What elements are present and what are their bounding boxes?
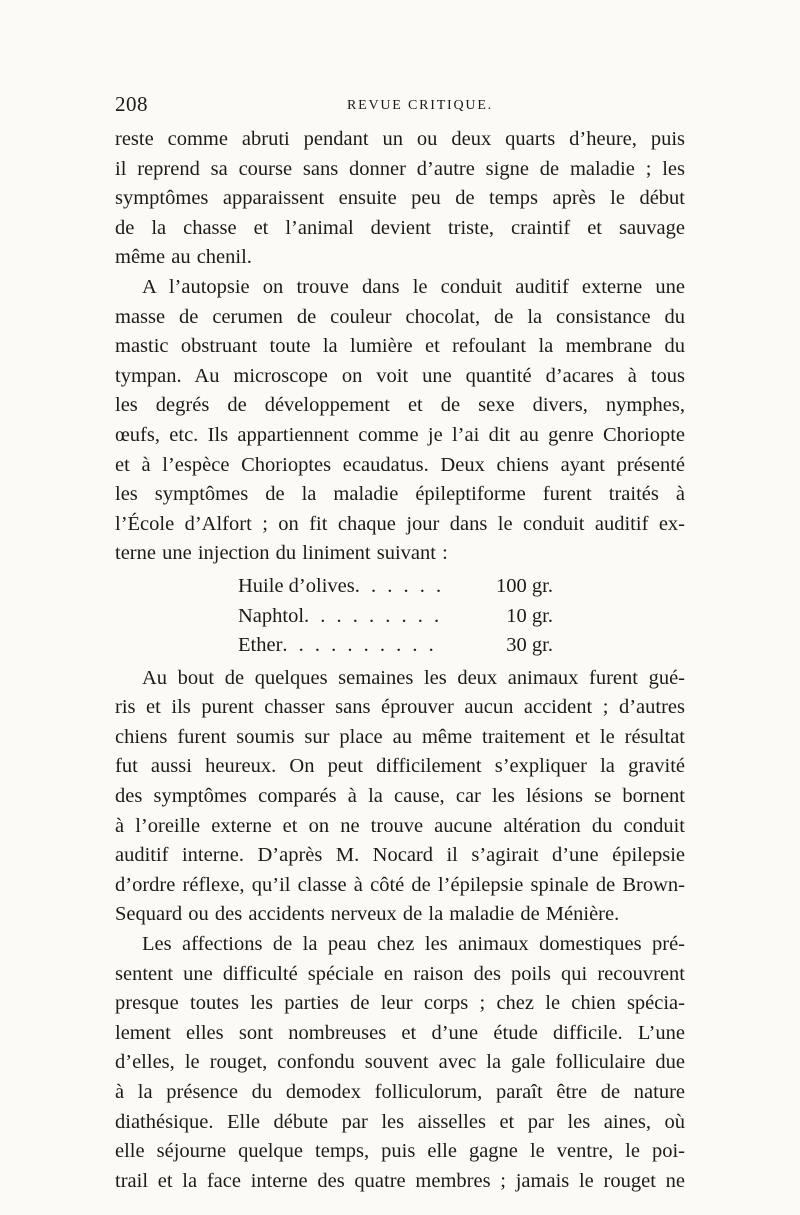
text-line: Les affections de la peau chez les animaux domestiques pré-	[142, 933, 685, 956]
book-page	[115, 92, 685, 1196]
text-line: d’elles, le rouget, confondu souvent avec la gale folliculaire due	[115, 1051, 685, 1074]
text-line: chiens furent soumis sur place au même traitement et le résultat	[115, 725, 685, 748]
paragraph-3	[115, 664, 685, 930]
text-line: les symptômes de la maladie épileptiforme furent traités à	[115, 483, 685, 506]
paragraph-4	[115, 930, 685, 1196]
leader-dots: . . . . . . . . .	[304, 604, 443, 627]
running-title: REVUE CRITIQUE.	[347, 98, 493, 113]
text-line: auditif interne. D’après M. Nocard il s’agirait d’une épilepsie	[115, 844, 685, 867]
text-line: l’École d’Alfort ; on fit chaque jour dans le conduit auditif ex-	[115, 512, 685, 535]
text-line: sentent une difficulté spéciale en raison des poils qui recouvrent	[115, 962, 685, 985]
page-number: 208	[115, 92, 148, 116]
text-line: les degrés de développement et de sexe divers, nymphes,	[115, 394, 685, 417]
body-text	[115, 125, 685, 1196]
text-line: il reprend sa course sans donner d’autre signe de maladie ; les	[115, 157, 685, 180]
text-line: à la présence du demodex folliculorum, paraît être de nature	[115, 1081, 685, 1103]
leader-dots: . . . . . . . . . .	[282, 634, 437, 657]
text-line: d’ordre réflexe, qu’il classe à côté de l’épilepsie spinale de Brown-	[115, 873, 685, 896]
text-line: presque toutes les parties de leur corps ; chez le chien spécia-	[115, 992, 685, 1015]
formula-row	[115, 602, 685, 632]
text-line: A l’autopsie on trouve dans le conduit auditif externe une	[142, 275, 685, 298]
ingredient-name: Naphtol. . . . . . . . .	[238, 604, 443, 627]
text-line: masse de cerumen de couleur chocolat, de la consistance du	[115, 305, 685, 328]
ingredient-name: Huile d’olives. . . . . .	[238, 574, 445, 597]
ingredient-quantity: 100 gr.	[496, 574, 553, 597]
text-line: mastic obstruant toute la lumière et refoulant la membrane du	[115, 335, 685, 358]
text-line: fut aussi heureux. On peut difficilement s’expliquer la gravité	[115, 755, 685, 778]
leader-dots: . . . . . .	[354, 574, 445, 597]
text-line: des symptômes comparés à la cause, car les lésions se bornent	[115, 785, 685, 808]
liniment-formula	[115, 572, 685, 661]
text-line: trail et la face interne des quatre membres ; jamais le rouget ne	[115, 1169, 685, 1192]
text-line: reste comme abruti pendant un ou deux quarts d’heure, puis	[115, 128, 685, 150]
formula-row	[115, 631, 685, 661]
ingredient-name: Ether. . . . . . . . . .	[238, 634, 437, 657]
text-line: lement elles sont nombreuses et d’une étude difficile. L’une	[115, 1021, 685, 1044]
ingredient-quantity: 10 gr.	[506, 604, 553, 627]
paragraph-2	[115, 273, 685, 569]
formula-row	[115, 572, 685, 602]
text-line: même au chenil.	[115, 246, 252, 269]
text-line: à l’oreille externe et on ne trouve aucune altération du conduit	[115, 814, 685, 837]
text-line: de la chasse et l’animal devient triste, craintif et sauvage	[115, 216, 685, 239]
text-line: œufs, etc. Ils appartiennent comme je l’ai dit au genre Choriopte	[115, 423, 685, 446]
text-line: terne une injection du liniment suivant :	[115, 542, 448, 565]
text-line: tympan. Au microscope on voit une quantité d’acares à tous	[115, 364, 685, 387]
text-line: Au bout de quelques semaines les deux animaux furent gué-	[142, 666, 685, 689]
text-line: elle séjourne quelque temps, puis elle gagne le ventre, le poi-	[115, 1140, 685, 1163]
ingredient-quantity: 30 gr.	[506, 634, 553, 657]
text-line: ris et ils purent chasser sans éprouver aucun accident ; d’autres	[115, 696, 685, 719]
text-line: diathésique. Elle débute par les aisselles et par les aines, où	[115, 1110, 685, 1133]
text-line: Sequard ou des accidents nerveux de la maladie de Ménière.	[115, 903, 620, 926]
page-header	[115, 92, 685, 122]
text-line: symptômes apparaissent ensuite peu de temps après le début	[115, 187, 685, 210]
paragraph-1	[115, 125, 685, 273]
text-line: et à l’espèce Chorioptes ecaudatus. Deux chiens ayant présenté	[115, 453, 685, 476]
